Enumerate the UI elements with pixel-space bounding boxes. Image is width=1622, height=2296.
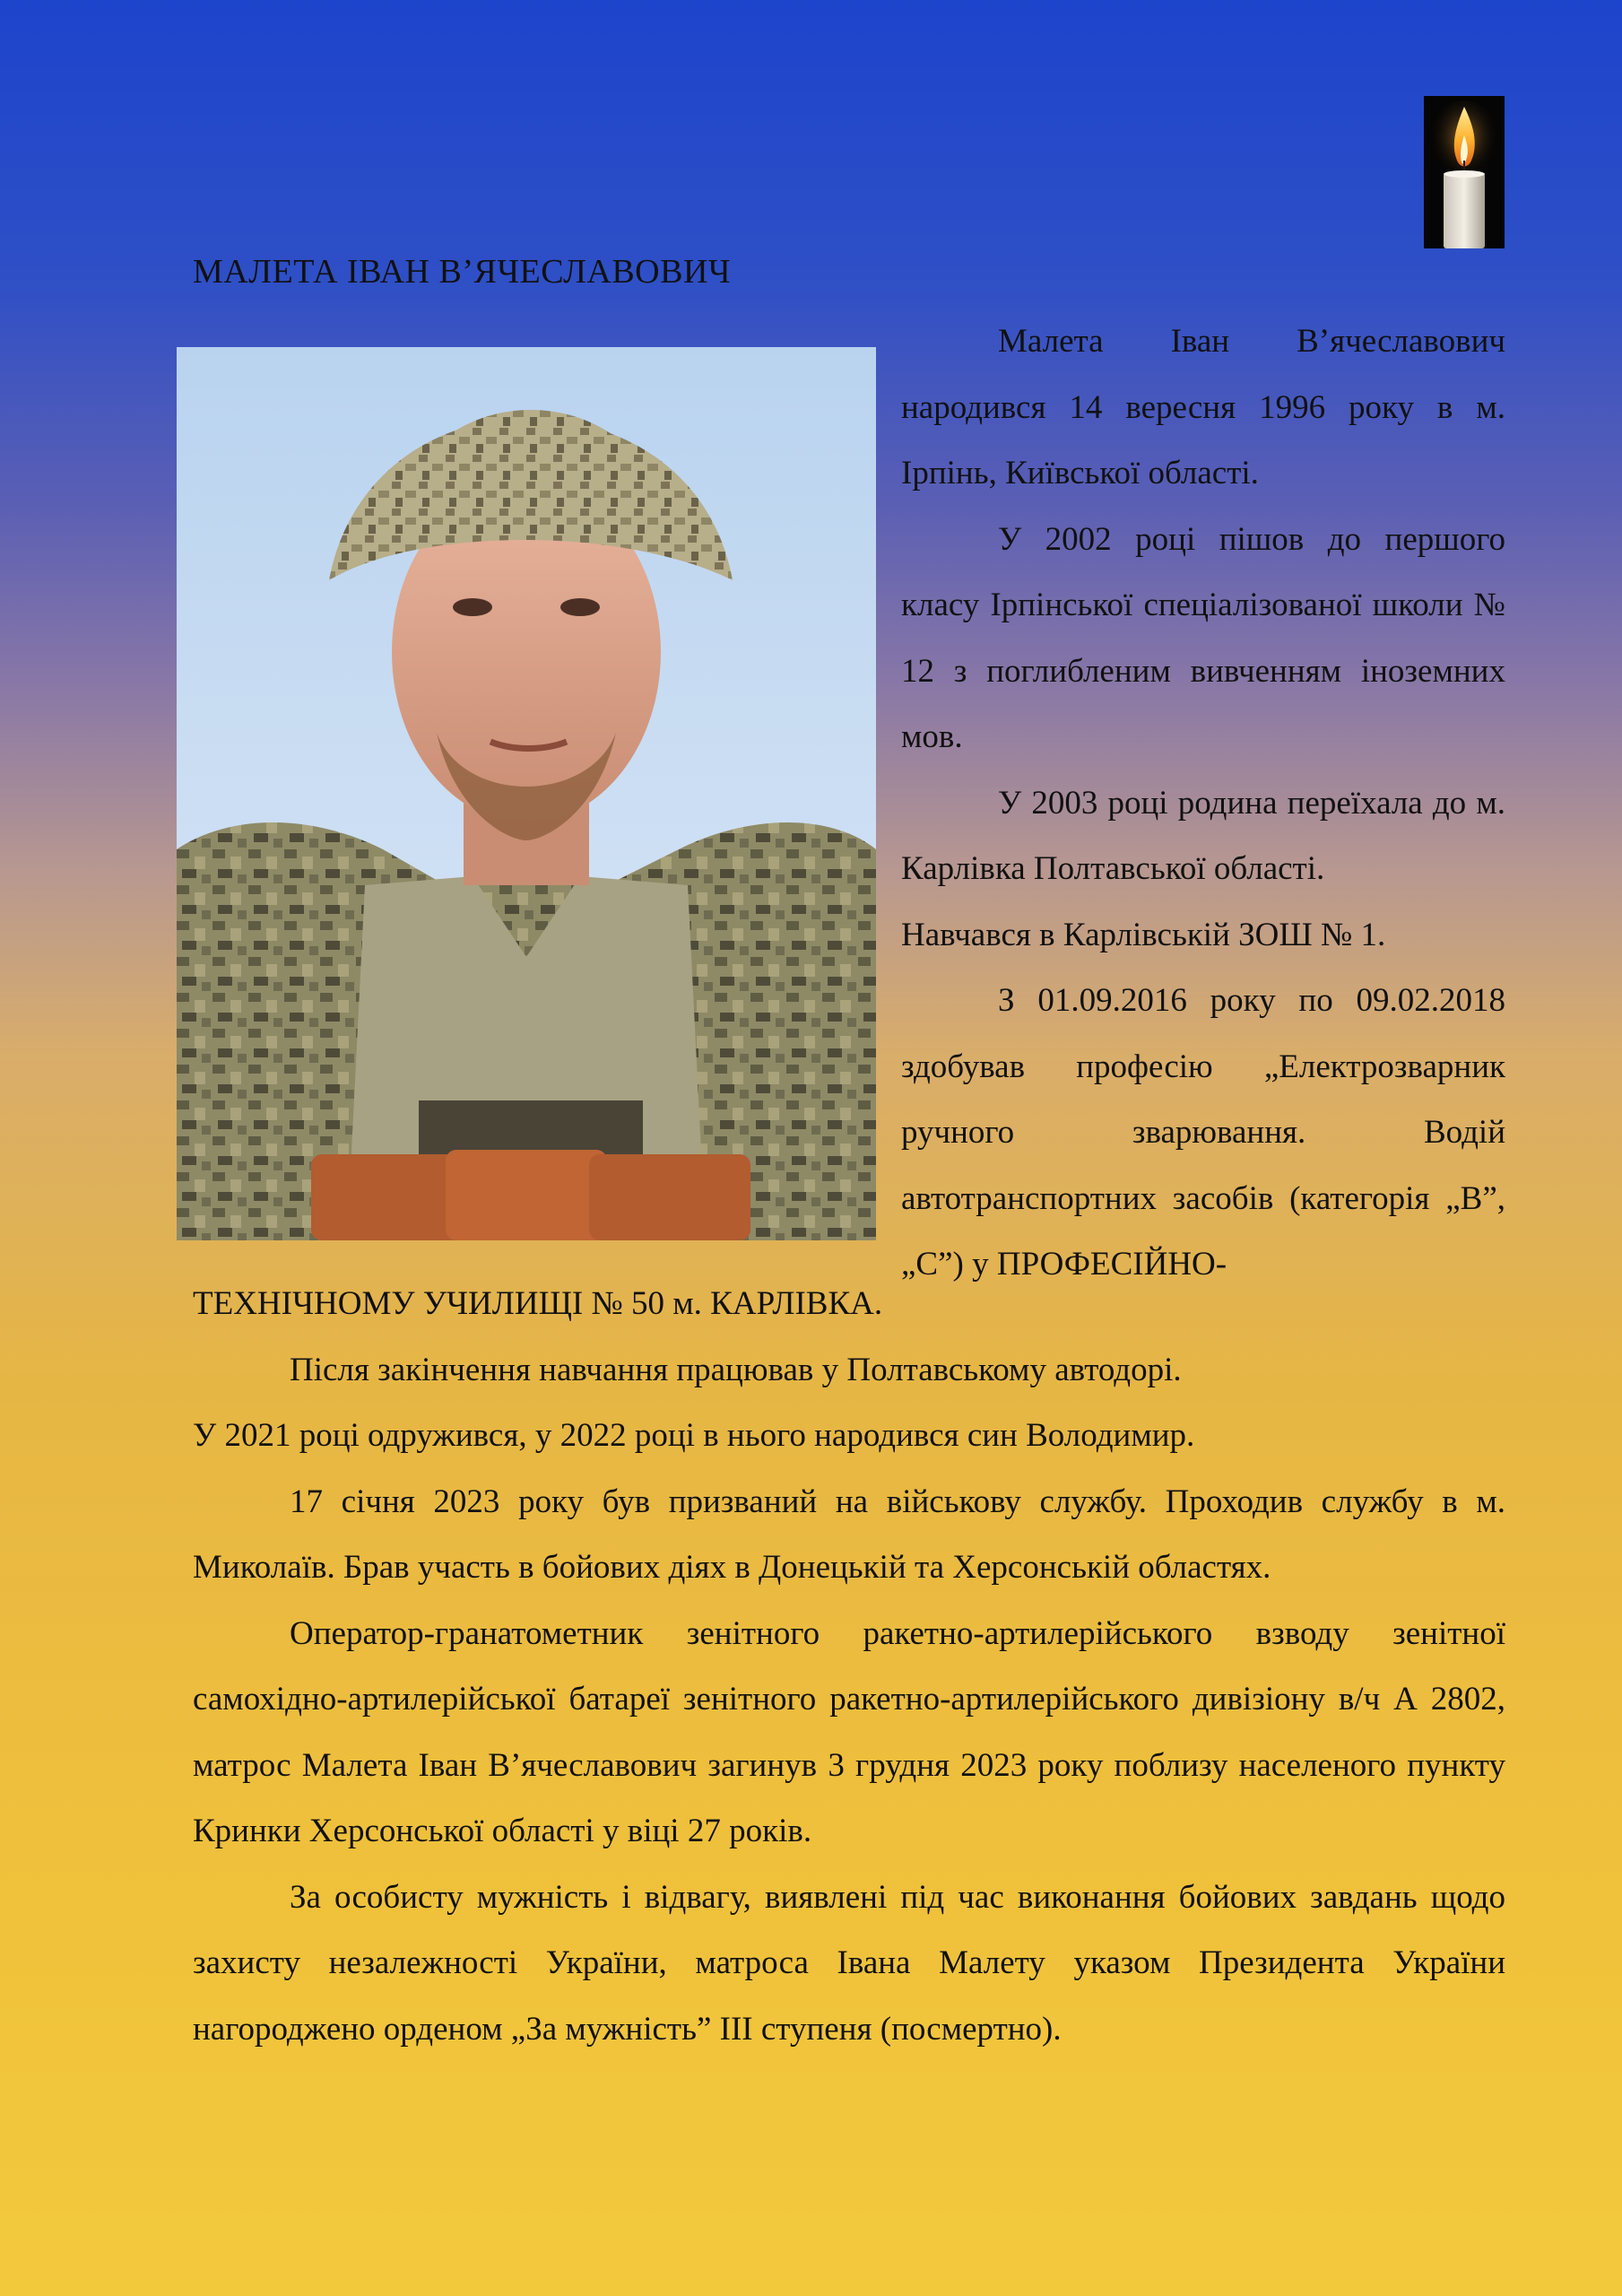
bio-paragraph-birth: Малета Іван В’ячеславович народився 14 вересня 1996 року в м. Ірпінь, Київської області. — [901, 323, 1505, 491]
bio-paragraph-college: ТЕХНІЧНОМУ УЧИЛИЩІ № 50 м. КАРЛІВКА. — [193, 1285, 883, 1322]
bio-paragraph-service: 17 січня 2023 року був призваний на військову службу. Проходив службу в м. Миколаїв. Брав участь в бойових діях в Донецькій та Херсонській областях. — [193, 1483, 1505, 1586]
soldier-portrait-photo — [177, 347, 876, 1240]
bio-paragraph-work: Після закінчення навчання працював у Полтавському автодорі. — [290, 1351, 1182, 1388]
bio-paragraph-move: У 2003 році родина переїхала до м. Карлівка Полтавської області. — [901, 784, 1505, 887]
bio-paragraph-study: Навчався в Карлівській ЗОШ № 1. — [901, 916, 1386, 953]
bio-paragraph-award: За особисту мужність і відвагу, виявлені під час виконання бойових завдань щодо захисту незалежності України, матроса Івана Малету указом Президента України нагороджено орденом „За мужність” ІІІ ступеня (посмертно). — [193, 1878, 1505, 2048]
biography-side-column — [901, 309, 1505, 1298]
biography-full-column — [193, 1271, 1505, 2062]
bio-paragraph-school: У 2002 році пішов до першого класу Ірпінської спеціалізованої школи № 12 з поглибленим вивченням іноземних мов. — [901, 520, 1505, 755]
page-title: МАЛЕТА ІВАН В’ЯЧЕСЛАВОВИЧ — [193, 253, 732, 291]
bio-paragraph-family: У 2021 році одружився, у 2022 році в нього народився син Володимир. — [193, 1417, 1195, 1454]
bio-paragraph-profession: З 01.09.2016 року по 09.02.2018 здобував професію „Електрозварник ручного зварювання. Водій автотранспортних засобів (категорія „В”, „С”) у ПРОФЕСІЙНО- — [901, 982, 1505, 1283]
bio-paragraph-death: Оператор-гранатометник зенітного ракетно-артилерійського взводу зенітної самохідно-артилерійської батареї зенітного ракетно-артилерійського дивізіону в/ч А 2802, матрос Малета Іван В’ячеславович загинув 3 грудня 2023 року поблизу населеного пункту Кринки Херсонської області у віці 27 років. — [193, 1614, 1505, 1849]
memorial-candle-icon — [1424, 96, 1505, 248]
